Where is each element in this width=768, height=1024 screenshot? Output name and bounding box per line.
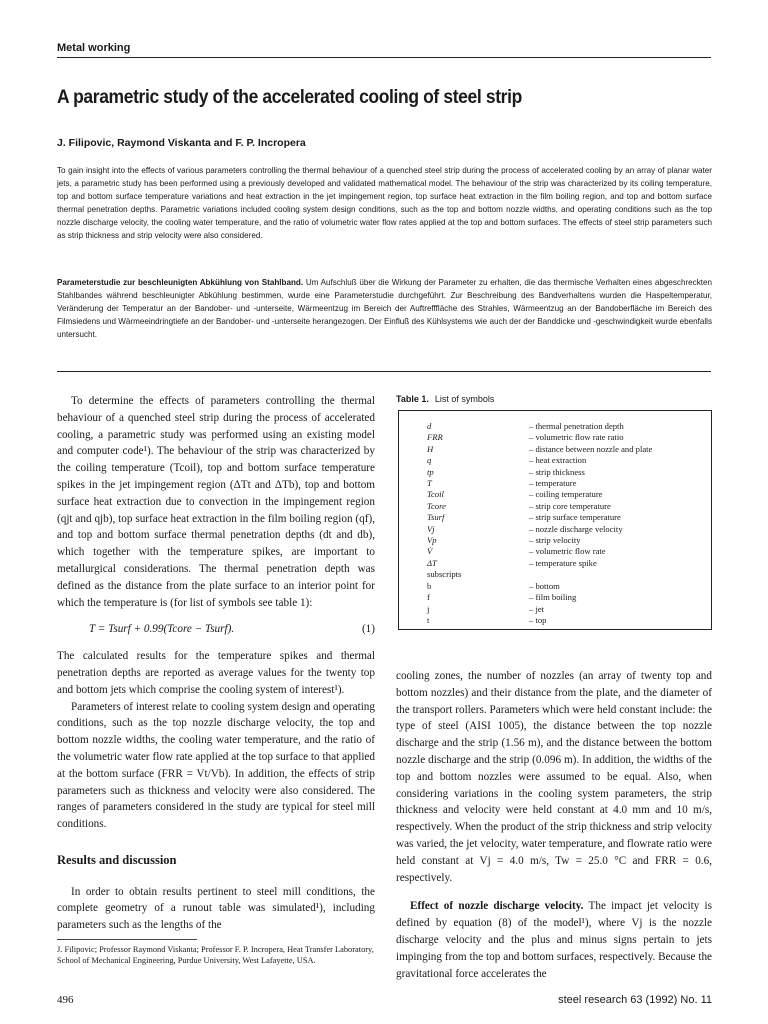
abstract-german-lead: Parameterstudie zur beschleunigten Abkühlung von Stahlband. — [57, 278, 304, 287]
left-column — [57, 393, 375, 934]
abstract-rule — [57, 371, 711, 372]
body-paragraph: Parameters of interest relate to cooling system design and operating conditions, such as the top nozzle discharge velocity, the top and bottom nozzle widths, the cooling water temperature, and the ratio of the volumetric water flow rate applied at the top surface to that applied at the bottom surface (FRR = Vt/Vb). In addition, the effects of strip parameters such as thickness and velocity were also considered. The ranges of parameters considered in the study are typical for steel mill conditions. — [57, 700, 375, 831]
symbol-cell: Tcoil — [427, 489, 444, 500]
table-row — [399, 569, 711, 580]
description-cell: – jet — [529, 603, 545, 614]
body-paragraph — [396, 898, 712, 982]
symbol-cell: Tcore — [427, 500, 446, 511]
body-paragraph: The calculated results for the temperature spikes and thermal penetration depths are reported as average values for the twenty top and bottom jets which comprise the cooling system of interest¹). — [57, 650, 375, 696]
abstract-german — [57, 277, 712, 342]
table-row — [399, 489, 711, 500]
table-row — [399, 524, 711, 535]
right-column — [396, 668, 712, 982]
description-cell: – strip thickness — [529, 466, 585, 477]
table-row — [399, 535, 711, 546]
description-cell: – nozzle discharge velocity — [529, 523, 623, 534]
description-cell: – coiling temperature — [529, 489, 603, 500]
symbols-table-body — [399, 411, 711, 626]
description-cell: – thermal penetration depth — [529, 421, 624, 431]
subsection-heading: Effect of nozzle discharge velocity. — [410, 900, 584, 913]
description-cell: – volumetric flow rate — [529, 546, 606, 557]
equation-text: T = Tsurf + 0.99(Tcore − Tsurf). — [89, 623, 235, 636]
symbol-cell: t — [427, 614, 430, 625]
page-number: 496 — [57, 994, 74, 1006]
subsection-text: The impact jet velocity is defined by equation (8) of the model¹), where Vj is the nozzle discharge velocity and the plus and minus signs pertain to jets impinging from the top and bottom surfaces, respectively. Because the gravitational force accelerates the — [396, 900, 712, 980]
description-cell: – top — [529, 614, 547, 625]
table-row — [399, 604, 711, 615]
table-row — [399, 512, 711, 523]
description-cell: – volumetric flow rate ratio — [529, 432, 624, 443]
description-cell: – temperature — [529, 478, 577, 489]
table-label: Table 1. — [396, 394, 429, 404]
table-title: List of symbols — [434, 394, 495, 404]
equation-1 — [89, 621, 375, 638]
body-paragraph: To determine the effects of parameters controlling the thermal behaviour of a quenched steel strip during the process of accelerated cooling, a parametric study was performed using an existing model and computer code¹). The behaviour of the strip was characterized by the coiling temperature (Tcoil), top and bottom surface temperature spikes in the jet impingement region (ΔTt and ΔTb), top and bottom surface heat extraction due to convection in the impingement region (qjt and qjb), top surface heat extraction in the film boiling region (qf), and top and bottom surface thermal penetration depths (dt and db), which together with the temperature spikes, are important to metallurgical considerations. The thermal penetration depth was defined as the distance from the plate surface to an interior point for which the temperature is (for list of symbols see table 1): — [57, 395, 375, 609]
table-caption — [396, 394, 494, 404]
body-paragraph: In order to obtain results pertinent to steel mill conditions, the complete geometry of a runout table was simulated¹), including parameters such as the lengths of the — [57, 885, 375, 932]
body-paragraph: cooling zones, the number of nozzles (an array of twenty top and bottom nozzles) and their distance from the plate, and the diameter of the transport rollers. Parameters which were held constant include: the type of steel (AISI 1005), the distance between the top nozzle discharge and the strip (1.56 m), and the distance between the bottom nozzle discharge and the strip (0.096 m). In addition, the widths of the top and bottom nozzles were assumed to be equal. Also, when considering variations in the cooling system parameters, the strip thickness and velocity were held constant at 4.0 mm and 10 m/s, respectively. When the product of the strip thickness and strip velocity was varied, the jet velocity, water temperature, and flowrate ratio were held constant at Vj = 4.0 m/s, Tw = 25.0 °C and FRR = 0.6, respectively. — [396, 670, 712, 884]
symbol-cell: ΔT — [427, 557, 437, 568]
description-cell: – strip velocity — [529, 535, 581, 546]
symbol-cell: j — [427, 603, 430, 614]
symbol-cell: T — [427, 478, 432, 489]
abstract-english: To gain insight into the effects of various parameters controlling the thermal behaviour of a quenched steel strip during the process of accelerated cooling by an array of planar water jets, a parametric study has been performed using a previously developed and validated mathematical model. The behaviour of the strip was characterized by its coiling temperature, top and bottom surface temperature variations and heat extraction in the jet impingement region, top surface heat extraction in the film boiling region, and top and bottom surface thermal penetration depths. Parametric variations included cooling system design conditions, such as the top and bottom nozzle widths, and operating conditions such as the top nozzle discharge velocity, the cooling water temperature, and the ratio of volumetric water flow rates applied at the top and bottom surfaces. The effects of steel strip parameters such as strip thickness and strip velocity were also considered. — [57, 166, 712, 240]
symbols-table — [398, 410, 712, 630]
description-cell — [529, 569, 711, 580]
symbol-cell: Vp — [427, 535, 437, 546]
table-row — [399, 444, 711, 455]
table-row — [399, 615, 711, 626]
description-cell: – film boiling — [529, 592, 577, 603]
description-cell: – strip surface temperature — [529, 512, 621, 523]
symbol-cell: V̇ — [427, 546, 433, 557]
symbol-cell: FRR — [427, 432, 443, 443]
abstract-german-body: Um Aufschluß über die Wirkung der Parameter zu erhalten, die das thermische Verhalten eines abgeschreckten Stahlbandes während beschleunigter Abkühlung bestimmen, wurde eine Parameterstudie durchgeführt. Zur Beschreibung des Bandverhaltens wurden die Haspeltemperatur, Veränderung der Temperatur an der Bandober- und -unterseite, Wärmeentzug im Bereich der Auftrefffläche des Strahles, Wärmeentzug an der Bandoberfläche im Bereich des Filmsiedens und Wärmeeindringtiefe an der Bandober- und -unterseite herangezogen. Der Einfluß des Kühlsystems wie auch der der Banddicke und -geschwindigkeit wurde ebenfalls untersucht. — [57, 278, 712, 339]
table-row — [399, 546, 711, 557]
description-cell: – bottom — [529, 580, 560, 591]
table-row — [399, 558, 711, 569]
symbol-cell: q — [427, 455, 432, 466]
equation-number: (1) — [361, 623, 375, 636]
section-label: Metal working — [57, 42, 131, 54]
symbol-cell: tp — [427, 466, 434, 477]
author-footnote: J. Filipovic; Professor Raymond Viskanta; Professor F. P. Incropera, Heat Transfer Laboratory, School of Mechanical Engineering, Purdue University, West Lafayette, USA. — [57, 945, 374, 966]
description-cell: – heat extraction — [529, 455, 587, 466]
table-row — [399, 421, 711, 432]
description-cell: – strip core temperature — [529, 500, 611, 511]
journal-citation: steel research 63 (1992) No. 11 — [558, 994, 712, 1006]
header-rule — [57, 57, 711, 58]
symbol-cell: H — [427, 443, 434, 454]
symbol-cell: b — [427, 580, 432, 591]
table-row — [399, 501, 711, 512]
table-row — [399, 467, 711, 478]
table-row — [399, 455, 711, 466]
article-title: A parametric study of the accelerated cooling of steel strip — [57, 87, 522, 108]
symbol-cell: f — [427, 592, 430, 603]
table-row — [399, 592, 711, 603]
description-cell: – temperature spike — [529, 557, 597, 568]
table-row — [399, 581, 711, 592]
section-heading: Results and discussion — [57, 852, 177, 867]
symbol-cell: subscripts — [427, 569, 462, 580]
symbol-cell: Vj — [427, 523, 435, 534]
footnote-rule — [57, 939, 197, 940]
table-row — [399, 432, 711, 443]
symbol-cell: Tsurf — [427, 512, 445, 523]
symbol-cell: d — [427, 421, 432, 431]
description-cell: – distance between nozzle and plate — [529, 443, 653, 454]
authors: J. Filipovic, Raymond Viskanta and F. P. Incropera — [57, 137, 306, 149]
table-row — [399, 478, 711, 489]
